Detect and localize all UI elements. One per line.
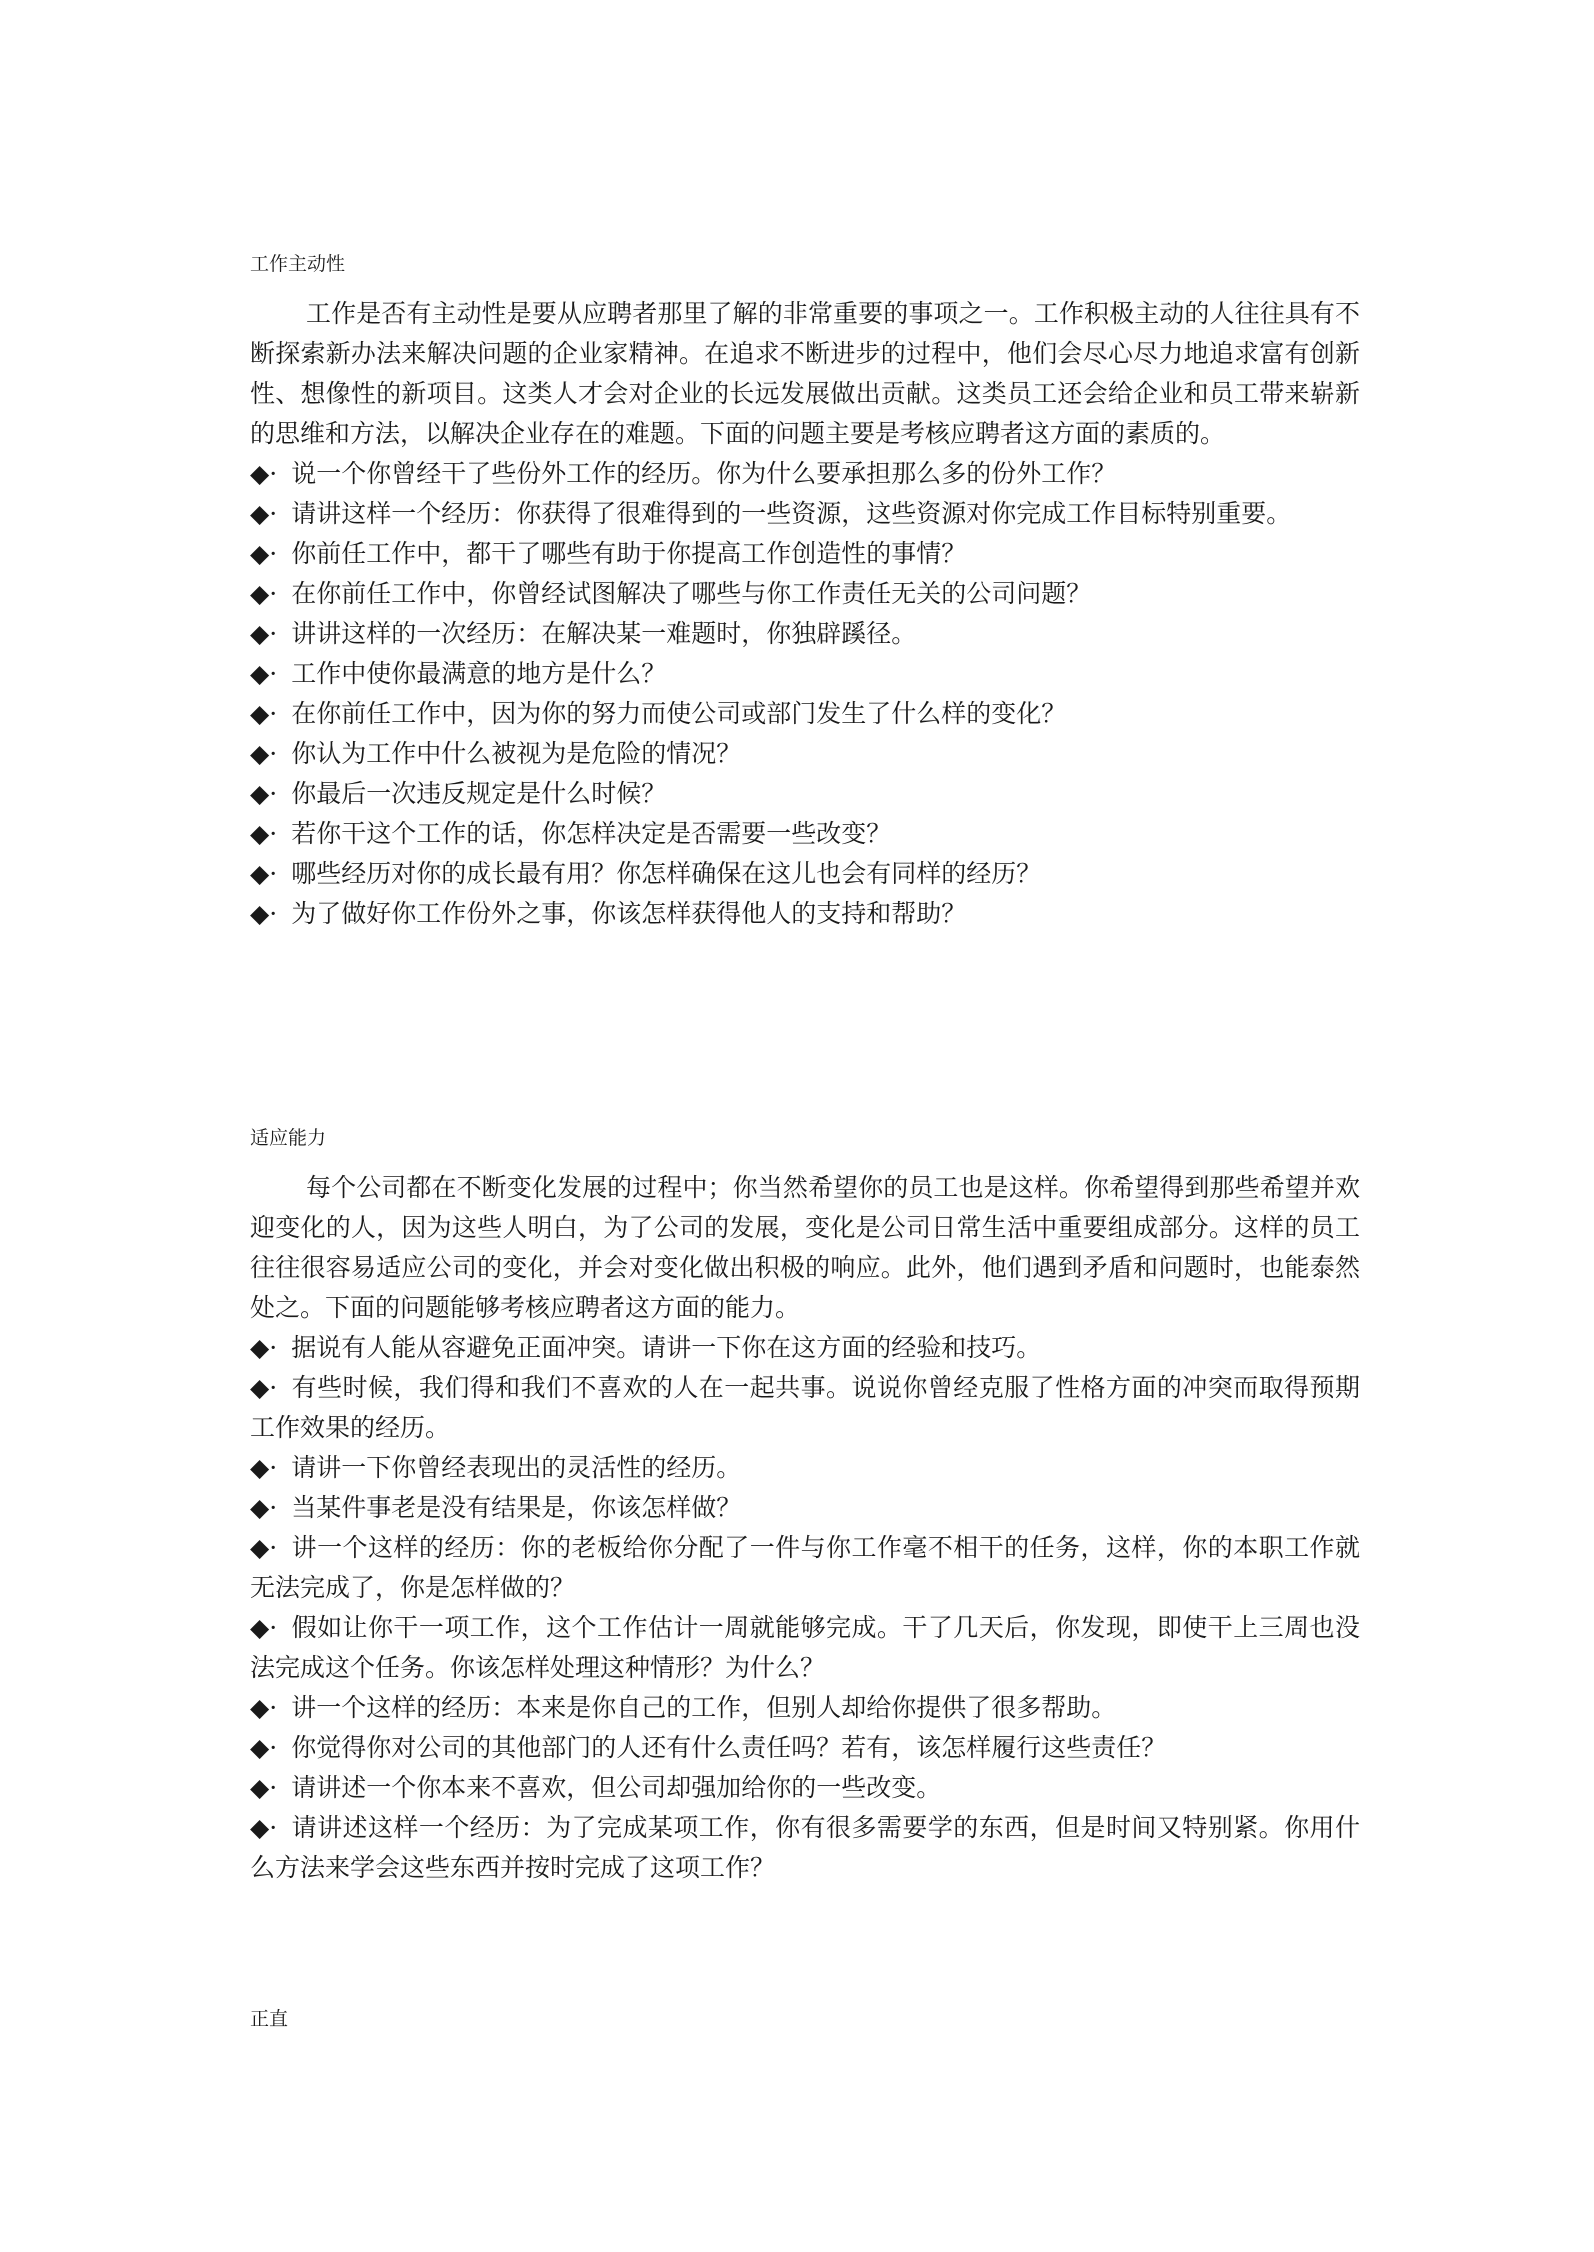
question-text: 你前任工作中，都干了哪些有助于你提高工作创造性的事情？	[291, 539, 967, 568]
question-text: 请讲述一个你本来不喜欢，但公司却强加给你的一些改变。	[291, 1773, 942, 1802]
section-heading: 正直	[250, 2008, 289, 2030]
diamond-bullet-icon: ◆·	[250, 1533, 278, 1562]
question-item	[250, 494, 1360, 534]
section-intro-paragraph: 每个公司都在不断变化发展的过程中；你当然希望你的员工也是这样。你希望得到那些希望并欢迎变化的人，因为这些人明白，为了公司的发展，变化是公司日常生活中重要组成部分。这样的员工往往很容易适应公司的变化，并会对变化做出积极的响应。此外，他们遇到矛盾和问题时，也能泰然处之。下面的问题能够考核应聘者这方面的能力。	[250, 1173, 1360, 1322]
question-text: 工作中使你最满意的地方是什么？	[291, 659, 667, 688]
question-text: 假如让你干一项工作，这个工作估计一周就能够完成。干了几天后，你发现，即使干上三周也没法完成这个任务。你该怎样处理这种情形？为什么？	[250, 1613, 1360, 1682]
question-item	[250, 1368, 1360, 1448]
question-item	[250, 814, 1360, 854]
question-item	[250, 1608, 1360, 1688]
question-text: 为了做好你工作份外之事，你该怎样获得他人的支持和帮助？	[291, 899, 967, 928]
diamond-bullet-icon: ◆·	[250, 739, 278, 768]
section-heading: 工作主动性	[250, 253, 346, 275]
question-text: 在你前任工作中，你曾经试图解决了哪些与你工作责任无关的公司问题？	[291, 579, 1092, 608]
diamond-bullet-icon: ◆·	[250, 619, 278, 648]
diamond-bullet-icon: ◆·	[250, 459, 278, 488]
question-item	[250, 894, 1360, 934]
question-item	[250, 574, 1360, 614]
diamond-bullet-icon: ◆·	[250, 539, 278, 568]
question-text: 你最后一次违反规定是什么时候？	[291, 779, 667, 808]
question-item	[250, 694, 1360, 734]
question-item	[250, 854, 1360, 894]
section-intro-paragraph: 工作是否有主动性是要从应聘者那里了解的非常重要的事项之一。工作积极主动的人往往具有不断探索新办法来解决问题的企业家精神。在追求不断进步的过程中，他们会尽心尽力地追求富有创新性、想像性的新项目。这类人才会对企业的长远发展做出贡献。这类员工还会给企业和员工带来崭新的思维和方法，以解决企业存在的难题。下面的问题主要是考核应聘者这方面的素质的。	[250, 299, 1360, 448]
question-item	[250, 614, 1360, 654]
diamond-bullet-icon: ◆·	[250, 579, 278, 608]
question-text: 说一个你曾经干了些份外工作的经历。你为什么要承担那么多的份外工作？	[291, 459, 1117, 488]
question-item	[250, 654, 1360, 694]
diamond-bullet-icon: ◆·	[250, 779, 278, 808]
question-text: 请讲一下你曾经表现出的灵活性的经历。	[291, 1453, 742, 1482]
diamond-bullet-icon: ◆·	[250, 899, 278, 928]
section-heading: 适应能力	[250, 1127, 327, 1149]
section-work-initiative	[250, 251, 1360, 934]
question-text: 请讲述这样一个经历：为了完成某项工作，你有很多需要学的东西，但是时间又特别紧。你用什么方法来学会这些东西并按时完成了这项工作？	[250, 1813, 1360, 1882]
section-integrity	[250, 2006, 1360, 2032]
question-list	[250, 1328, 1360, 1888]
question-text: 讲一个这样的经历：你的老板给你分配了一件与你工作毫不相干的任务，这样，你的本职工作就无法完成了，你是怎样做的？	[250, 1533, 1360, 1602]
question-text: 你认为工作中什么被视为是危险的情况？	[291, 739, 742, 768]
diamond-bullet-icon: ◆·	[250, 1333, 278, 1362]
diamond-bullet-icon: ◆·	[250, 1493, 278, 1522]
question-item	[250, 1768, 1360, 1808]
question-text: 请讲这样一个经历：你获得了很难得到的一些资源，这些资源对你完成工作目标特别重要。	[291, 499, 1292, 528]
question-text: 据说有人能从容避免正面冲突。请讲一下你在这方面的经验和技巧。	[291, 1333, 1042, 1362]
question-item	[250, 774, 1360, 814]
question-text: 你觉得你对公司的其他部门的人还有什么责任吗？若有，该怎样履行这些责任？	[291, 1733, 1167, 1762]
question-item	[250, 1688, 1360, 1728]
question-item	[250, 1808, 1360, 1888]
diamond-bullet-icon: ◆·	[250, 699, 278, 728]
diamond-bullet-icon: ◆·	[250, 659, 278, 688]
question-item	[250, 1448, 1360, 1488]
question-item	[250, 1328, 1360, 1368]
question-list	[250, 454, 1360, 934]
diamond-bullet-icon: ◆·	[250, 1373, 278, 1402]
question-text: 若你干这个工作的话，你怎样决定是否需要一些改变？	[291, 819, 892, 848]
question-item	[250, 1528, 1360, 1608]
diamond-bullet-icon: ◆·	[250, 1453, 278, 1482]
question-item	[250, 534, 1360, 574]
question-item	[250, 454, 1360, 494]
diamond-bullet-icon: ◆·	[250, 1813, 278, 1842]
question-text: 讲讲这样的一次经历：在解决某一难题时，你独辟蹊径。	[291, 619, 917, 648]
diamond-bullet-icon: ◆·	[250, 1693, 278, 1722]
diamond-bullet-icon: ◆·	[250, 499, 278, 528]
diamond-bullet-icon: ◆·	[250, 819, 278, 848]
section-adaptability	[250, 1125, 1360, 1888]
diamond-bullet-icon: ◆·	[250, 1613, 278, 1642]
question-item	[250, 1488, 1360, 1528]
question-text: 讲一个这样的经历：本来是你自己的工作，但别人却给你提供了很多帮助。	[291, 1693, 1117, 1722]
diamond-bullet-icon: ◆·	[250, 1773, 278, 1802]
question-item	[250, 1728, 1360, 1768]
diamond-bullet-icon: ◆·	[250, 859, 278, 888]
question-text: 在你前任工作中，因为你的努力而使公司或部门发生了什么样的变化？	[291, 699, 1067, 728]
question-text: 哪些经历对你的成长最有用？你怎样确保在这儿也会有同样的经历？	[291, 859, 1042, 888]
question-text: 有些时候，我们得和我们不喜欢的人在一起共事。说说你曾经克服了性格方面的冲突而取得预期工作效果的经历。	[250, 1373, 1360, 1442]
question-item	[250, 734, 1360, 774]
question-text: 当某件事老是没有结果是，你该怎样做？	[291, 1493, 742, 1522]
diamond-bullet-icon: ◆·	[250, 1733, 278, 1762]
